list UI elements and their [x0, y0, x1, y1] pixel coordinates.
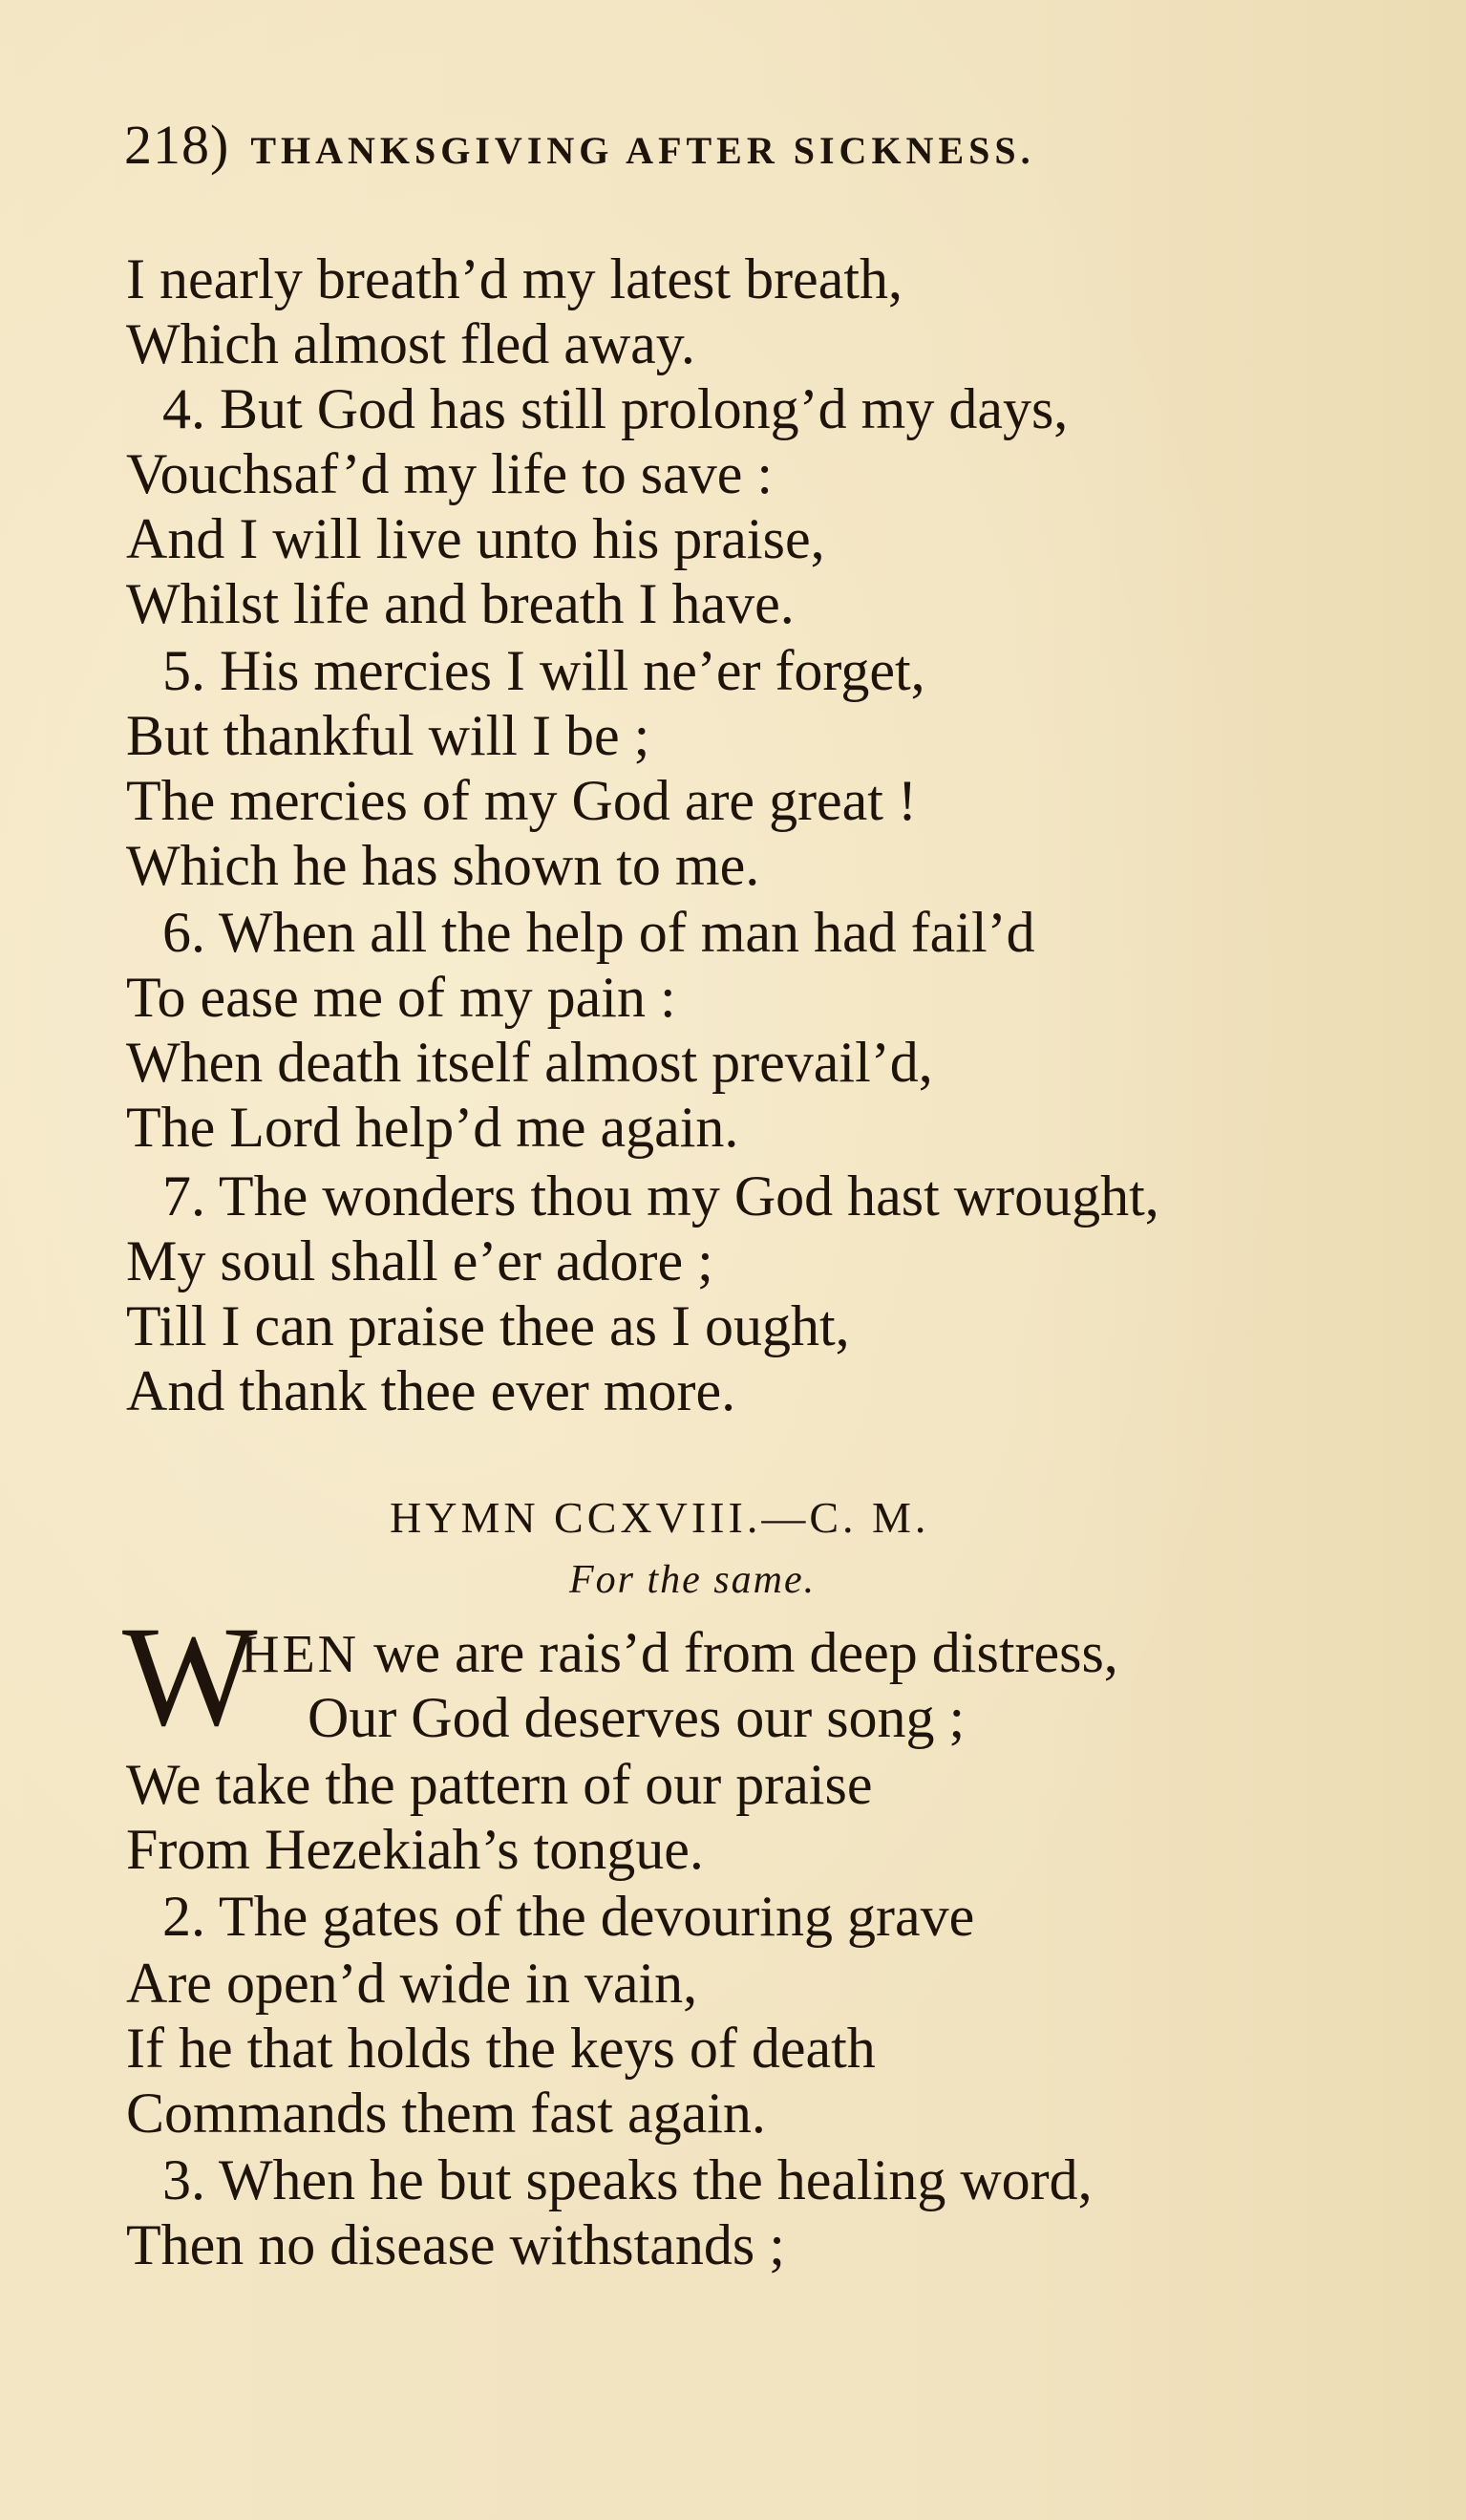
verse-line: When death itself almost prevail’d, — [126, 1031, 933, 1094]
verse-line: I nearly breath’d my latest breath, — [126, 247, 903, 310]
first-line-caps: HEN — [241, 1625, 360, 1684]
verse-line: Vouchsaf’d my life to save : — [126, 442, 774, 505]
verse-line: To ease me of my pain : — [126, 966, 676, 1029]
verse-line: Are open’d wide in vain, — [126, 1952, 698, 2015]
verse-line: 7. The wonders thou my God hast wrought, — [162, 1164, 1159, 1228]
verse-line: The Lord help’d me again. — [126, 1096, 739, 1159]
verse-line: And I will live unto his praise, — [126, 507, 825, 570]
verse-line: My soul shall e’er adore ; — [126, 1229, 713, 1292]
verse-line: 6. When all the help of man had fail’d — [162, 901, 1035, 964]
first-line-rest: we are rais’d from deep distress, — [359, 1621, 1118, 1684]
verse-line: Whilst life and breath I have. — [126, 572, 795, 635]
verse-line: 4. But God has still prolong’d my days, — [162, 377, 1069, 440]
page-number: 218) — [124, 114, 230, 176]
verse-line: If he that holds the keys of death — [126, 2017, 876, 2080]
verse-line: Commands them fast again. — [126, 2082, 766, 2145]
verse-line: 5. His mercies I will ne’er forget, — [162, 639, 925, 702]
verse-line: But thankful will I be ; — [126, 704, 650, 767]
hymn-first-line — [241, 1621, 1118, 1684]
hymn-title: HYMN CCXVIII.—C. M. — [390, 1493, 930, 1542]
page-header — [124, 113, 1035, 177]
hymn-subtitle: For the same. — [569, 1558, 817, 1602]
verse-line: Our God deserves our song ; — [308, 1686, 966, 1749]
verse-line: 2. The gates of the devouring grave — [162, 1885, 975, 1948]
verse-line: Till I can praise thee as I ought, — [126, 1294, 850, 1357]
verse-line: From Hezekiah’s tongue. — [126, 1818, 704, 1881]
verse-line: Which almost fled away. — [126, 312, 695, 375]
running-title: THANKSGIVING AFTER SICKNESS. — [250, 129, 1035, 172]
verse-line: Then no disease withstands ; — [126, 2213, 785, 2276]
drop-cap: W — [122, 1597, 258, 1756]
verse-line: The mercies of my God are great ! — [126, 769, 917, 832]
verse-line: We take the pattern of our praise — [126, 1753, 873, 1816]
verse-line: 3. When he but speaks the healing word, — [162, 2148, 1093, 2211]
verse-line: Which he has shown to me. — [126, 834, 760, 897]
verse-line: And thank thee ever more. — [126, 1359, 736, 1422]
